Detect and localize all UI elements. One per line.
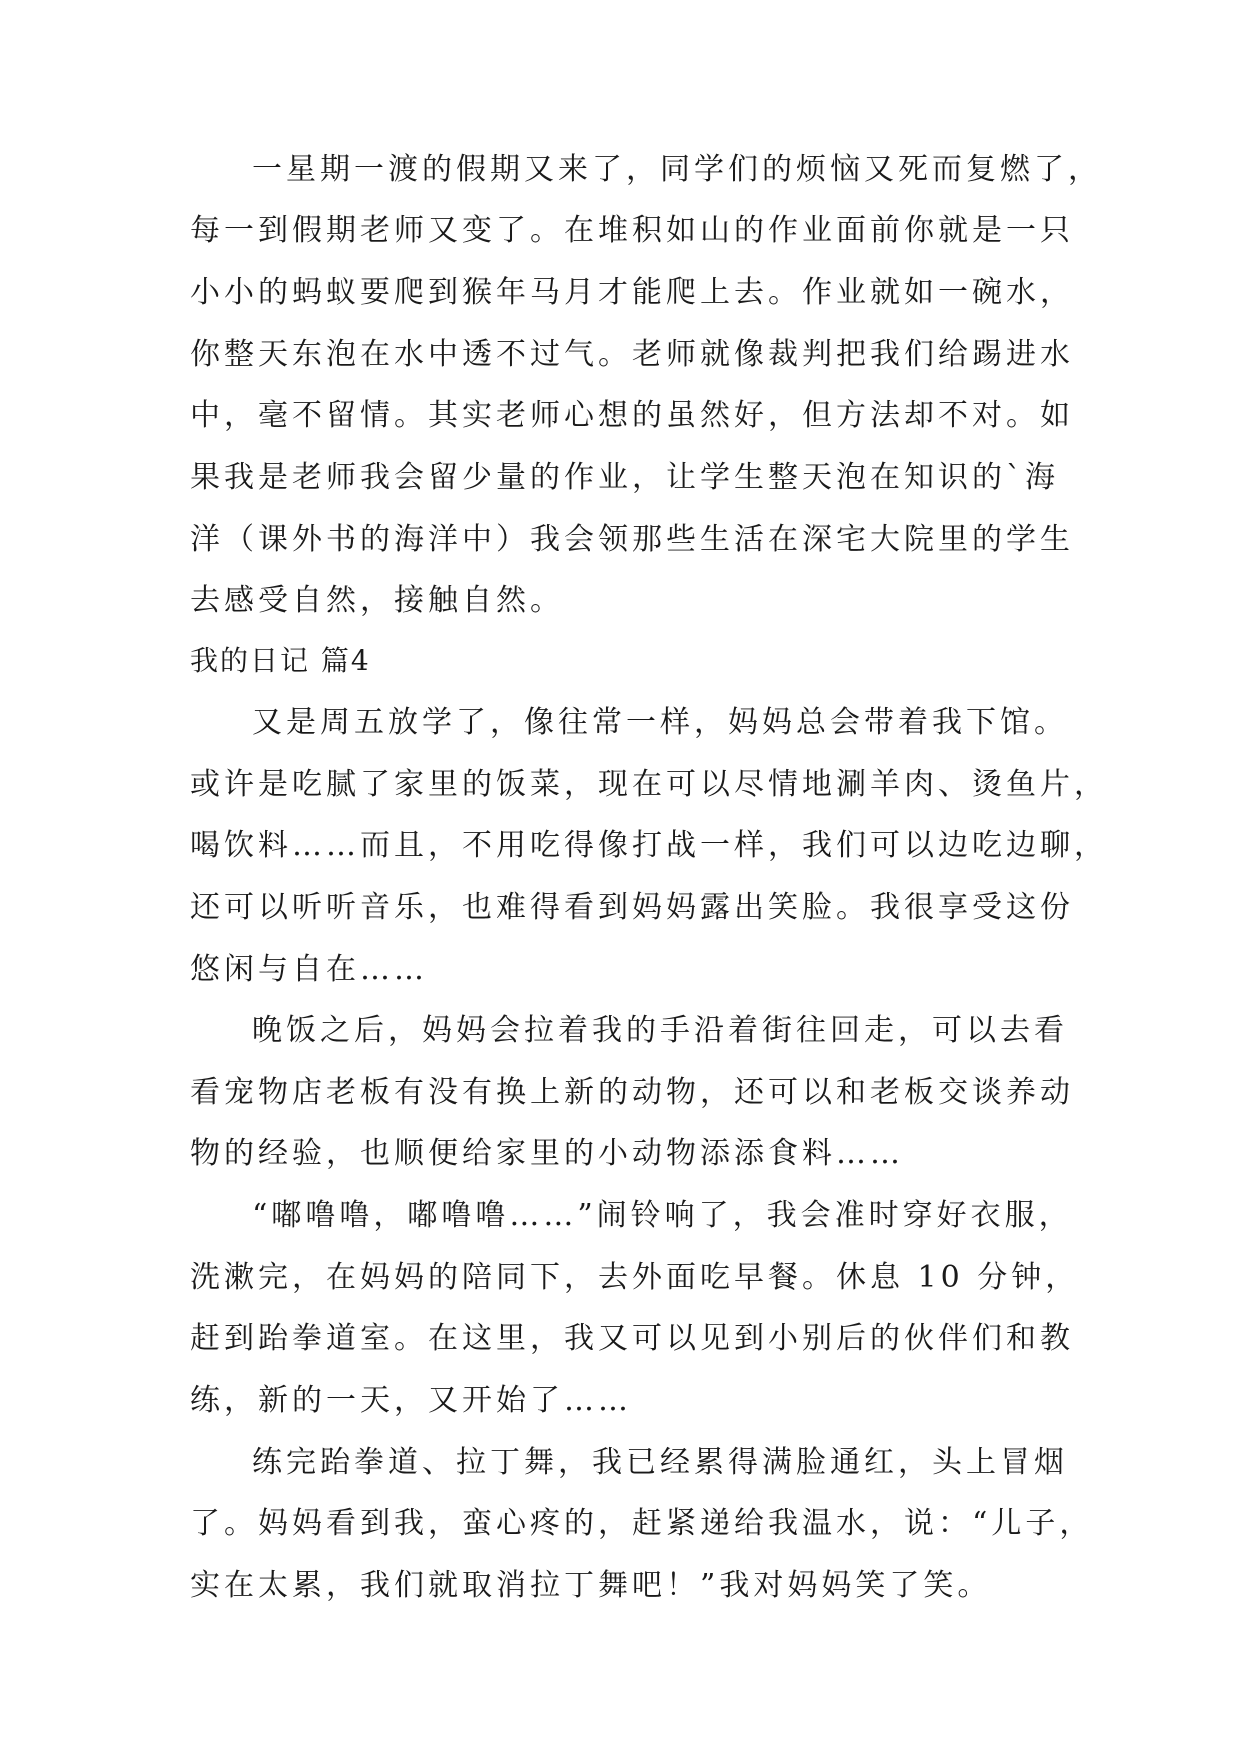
paragraph-line: 物的经验，也顺便给家里的小动物添添食料……	[190, 1136, 904, 1171]
paragraph-line: 或许是吃腻了家里的饭菜，现在可以尽情地涮羊肉、烫鱼片，	[190, 767, 1108, 802]
paragraph-line: 果我是老师我会留少量的作业，让学生整天泡在知识的`海	[190, 460, 1059, 495]
paragraph-line: 喝饮料……而且，不用吃得像打战一样，我们可以边吃边聊，	[190, 828, 1108, 863]
paragraph-line: 晚饭之后，妈妈会拉着我的手沿着街往回走，可以去看	[252, 1013, 1068, 1048]
paragraph-line: 了。妈妈看到我，蛮心疼的，赶紧递给我温水，说：“儿子，	[190, 1506, 1094, 1541]
paragraph-line: 洗漱完，在妈妈的陪同下，去外面吃早餐。休息 10 分钟，	[190, 1260, 1080, 1295]
paragraph-line: 悠闲与自在……	[190, 952, 428, 987]
paragraph-line: 一星期一渡的假期又来了，同学们的烦恼又死而复燃了，	[252, 152, 1102, 187]
paragraph-line: “嘟噜噜，嘟噜噜……”闹铃响了，我会准时穿好衣服，	[252, 1198, 1073, 1233]
paragraph-line: 小小的蚂蚁要爬到猴年马月才能爬上去。作业就如一碗水，	[190, 275, 1074, 310]
paragraph-line: 赶到跆拳道室。在这里，我又可以见到小别后的伙伴们和教	[190, 1321, 1074, 1356]
paragraph-line: 洋（课外书的海洋中）我会领那些生活在深宅大院里的学生	[190, 522, 1074, 557]
paragraph-line: 又是周五放学了，像往常一样，妈妈总会带着我下馆。	[252, 705, 1068, 740]
paragraph-line: 练完跆拳道、拉丁舞，我已经累得满脸通红，头上冒烟	[252, 1445, 1068, 1480]
section-heading: 我的日记 篇4	[190, 644, 371, 677]
paragraph-line: 中，毫不留情。其实老师心想的虽然好，但方法却不对。如	[190, 398, 1074, 433]
paragraph-line: 你整天东泡在水中透不过气。老师就像裁判把我们给踢进水	[190, 337, 1074, 372]
paragraph-line: 去感受自然，接触自然。	[190, 583, 564, 618]
paragraph-line: 练，新的一天，又开始了……	[190, 1383, 632, 1418]
paragraph-line: 实在太累，我们就取消拉丁舞吧！”我对妈妈笑了笑。	[190, 1568, 992, 1603]
paragraph-line: 看宠物店老板有没有换上新的动物，还可以和老板交谈养动	[190, 1075, 1074, 1110]
paragraph-line: 每一到假期老师又变了。在堆积如山的作业面前你就是一只	[190, 213, 1074, 248]
paragraph-line: 还可以听听音乐，也难得看到妈妈露出笑脸。我很享受这份	[190, 890, 1074, 925]
